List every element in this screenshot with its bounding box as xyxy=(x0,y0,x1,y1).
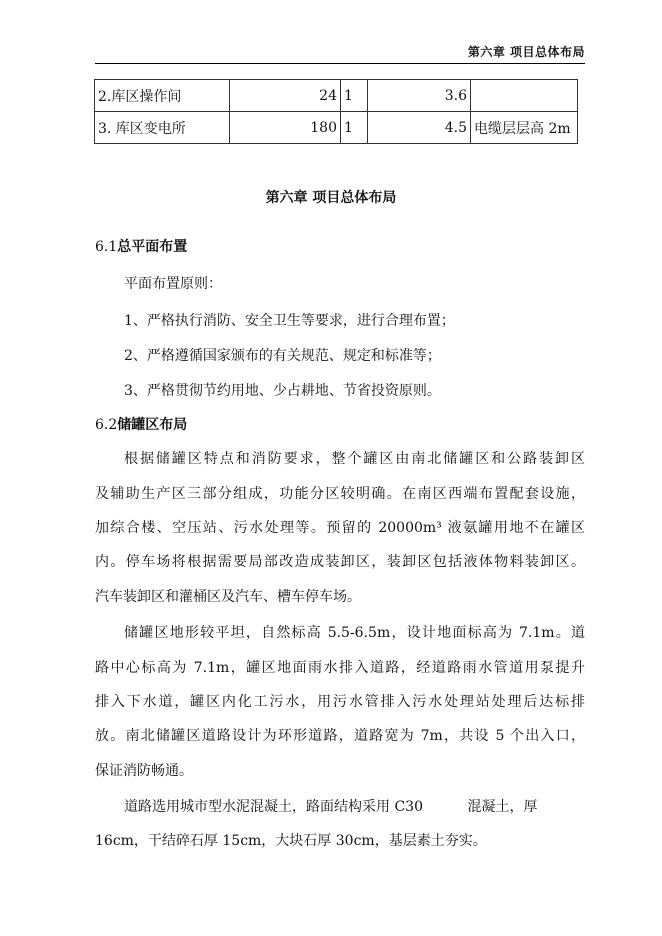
paragraph-line: 3、严格贯彻节约用地、少占耕地、节省投资原则。 xyxy=(124,383,441,399)
section-heading-6-2 xyxy=(95,414,187,434)
paragraph-line: 平面布置原则： xyxy=(124,276,222,292)
paragraph-line: 内。停车场将根据需要局部改造成装卸区，装卸区包括液体物料装卸区。 xyxy=(95,554,585,570)
paragraph-line: 1、严格执行消防、安全卫生等要求，进行合理布置； xyxy=(124,313,455,329)
page-header xyxy=(95,40,585,64)
table-cell-count: 1 xyxy=(341,80,368,112)
table-cell-height: 3.6 xyxy=(368,80,471,112)
paragraph-line: 保证消防畅通。 xyxy=(95,763,193,779)
table-row xyxy=(95,80,578,112)
paragraph-line: 加综合楼、空压站、污水处理等。预留的 20000m³ 液氨罐用地不在罐区 xyxy=(95,520,585,536)
paragraph-line: 道路选用城市型水泥混凝土，路面结构采用 C30 混凝土，厚 xyxy=(124,799,538,815)
table-cell-area: 24 xyxy=(230,80,341,112)
paragraph-line: 根据储罐区特点和消防要求，整个罐区由南北储罐区和公路装卸区 xyxy=(124,451,585,467)
header-title: 第六章 项目总体布局 xyxy=(467,45,585,59)
paragraph-line: 汽车装卸区和灌桶区及汽车、槽车停车场。 xyxy=(95,589,361,605)
paragraph-line: 2、严格遵循国家颁布的有关规范、规定和标准等； xyxy=(124,348,441,364)
paragraph-line: 路中心标高为 7.1m，罐区地面雨水排入道路，经道路雨水管道用泵提升 xyxy=(95,660,585,676)
table-cell-name: 3. 库区变电所 xyxy=(95,112,230,144)
chapter-title: 第六章 项目总体布局 xyxy=(265,190,397,206)
section-title: 储罐区布局 xyxy=(117,417,188,433)
building-table xyxy=(94,79,578,144)
section-heading-6-1 xyxy=(95,236,187,256)
table-cell-note xyxy=(471,80,578,112)
paragraph-line: 排入下水道，罐区内化工污水，用污水管排入污水处理站处理后达标排 xyxy=(95,694,585,710)
paragraph-line: 储罐区地形较平坦，自然标高 5.5-6.5m，设计地面标高为 7.1m。道 xyxy=(124,625,585,641)
paragraph-line: 16cm，干结碎石厚 15cm，大块石厚 30cm，基层素土夯实。 xyxy=(95,833,487,849)
paragraph-line: 及辅助生产区三部分组成，功能分区较明确。在南区西端布置配套设施， xyxy=(95,486,585,502)
section-title: 总平面布置 xyxy=(117,239,188,255)
paragraph-line: 放。南北储罐区道路设计为环形道路，道路宽为 7m，共设 5 个出入口， xyxy=(95,728,585,744)
table-cell-count: 1 xyxy=(341,112,368,144)
table-cell-height: 4.5 xyxy=(368,112,471,144)
table-cell-name: 2.库区操作间 xyxy=(95,80,230,112)
table-row xyxy=(95,112,578,144)
table-cell-area: 180 xyxy=(230,112,341,144)
section-number: 6.1 xyxy=(95,239,118,255)
table-cell-note: 电缆层层高 2m xyxy=(471,112,578,144)
section-number: 6.2 xyxy=(95,417,118,433)
